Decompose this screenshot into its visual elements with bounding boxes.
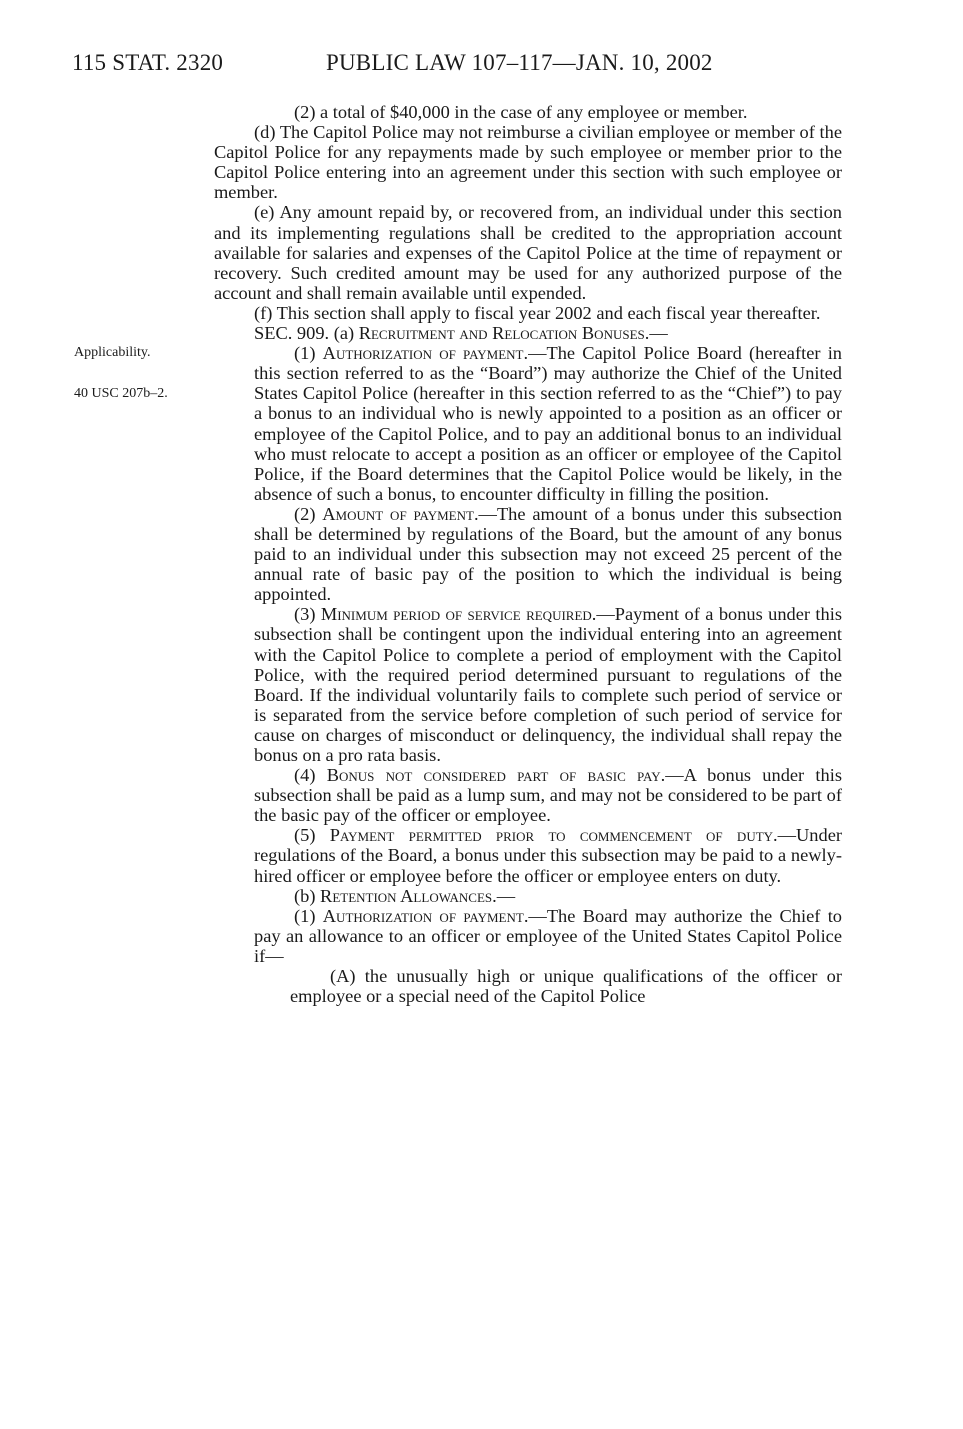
paragraph-c2: (2) a total of $40,000 in the case of any employee or member. bbox=[294, 102, 748, 122]
page-header bbox=[72, 50, 713, 76]
section-909-title: Recruitment and Relocation Bonuses.— bbox=[358, 323, 668, 344]
a4-text: —A bonus under this subsection shall be paid as a lump sum, and may not be considered to be part of the basic pay of the officer or employee. bbox=[254, 765, 842, 826]
b-heading: Retention Allowances.— bbox=[320, 885, 516, 906]
b1-number: (1) bbox=[294, 905, 323, 926]
paragraph-a5 bbox=[214, 825, 842, 885]
section-909-heading bbox=[214, 323, 842, 343]
paragraph-d: (d) The Capitol Police may not reimburse a civilian employee or member of the Capitol Police for any repayments made by such employee or member prior to the Capitol Police entering into an agreement under this section with such employee or member. bbox=[214, 122, 842, 203]
a5-text: —Under regulations of the Board, a bonus under this subsection may be paid to a newly-hired officer or employee before the officer or employee enters on duty. bbox=[254, 825, 842, 886]
paragraph-b1 bbox=[214, 906, 842, 966]
a4-heading: Bonus not considered part of basic pay. bbox=[326, 765, 666, 786]
a3-number: (3) bbox=[294, 604, 321, 625]
a2-number: (2) bbox=[294, 503, 323, 524]
a1-text: —The Capitol Police Board (hereafter in this section referred to as the “Board”) may authorize the Chief of the United States Capitol Police (hereafter in this section referred to as the “Chief”) to pay a bonus to an individual who is newly appointed to a position as an officer or employee of the Capitol Police, and to pay an additional bonus to an individual who must relocate to accept a position as an officer or employee of the Capitol Police, if the Board determines that the Capitol Police would be likely, in the absence of such a bonus, to encounter difficulty in filling the position. bbox=[254, 343, 843, 504]
a3-heading: Minimum period of service required. bbox=[320, 604, 597, 625]
a5-heading: Payment permitted prior to commencement of duty. bbox=[329, 825, 778, 846]
document-body bbox=[214, 102, 842, 1006]
a1-heading: Authorization of payment. bbox=[322, 343, 529, 364]
a2-heading: Amount of payment. bbox=[322, 503, 479, 524]
a1-number: (1) bbox=[294, 343, 323, 364]
margin-note-applicability: Applicability. bbox=[74, 345, 151, 360]
a2-text: —The amount of a bonus under this subsection shall be determined by regulations of the Board, but the amount of any bonus paid to an individual under this subsection may not exceed 25 percent of the annual rate of basic pay of the position to which the individual is being appointed. bbox=[254, 503, 842, 605]
b1-text: —The Board may authorize the Chief to pay an allowance to an officer or employee of the United States Capitol Police if— bbox=[254, 905, 842, 966]
a4-number: (4) bbox=[294, 765, 327, 786]
a5-number: (5) bbox=[294, 825, 330, 846]
b-prefix: (b) bbox=[294, 885, 321, 906]
paragraph-e: (e) Any amount repaid by, or recovered from, an individual under this section and its implementing regulations shall be credited to the appropriation account available for salaries and expenses of the Capitol Police at the time of repayment or recovery. Such credited amount may be used for any authorized purpose of the account and shall remain available until expended. bbox=[214, 202, 842, 303]
a3-text: —Payment of a bonus under this subsection shall be contingent upon the individual entering into an agreement with the Capitol Police to complete a period of employment with the Capitol Police, with the required period determined pursuant to regulations of the Board. If the individual voluntarily fails to complete such period of service or is separated from the service before completion of such period of service for cause on charges of misconduct or delinquency, the individual shall repay the bonus on a pro rata basis. bbox=[254, 604, 843, 765]
paragraph-f: (f) This section shall apply to fiscal year 2002 and each fiscal year thereafter. bbox=[254, 302, 821, 323]
section-909-prefix: SEC. 909. (a) bbox=[254, 323, 359, 344]
public-law-title: PUBLIC LAW 107–117—JAN. 10, 2002 bbox=[326, 50, 713, 75]
margin-note-usc: 40 USC 207b–2. bbox=[74, 386, 168, 401]
paragraph-a1 bbox=[214, 343, 842, 504]
stat-citation: 115 STAT. 2320 bbox=[72, 50, 224, 75]
paragraph-a4 bbox=[214, 765, 842, 825]
b1-heading: Authorization of payment. bbox=[322, 905, 529, 926]
paragraph-b-heading bbox=[214, 886, 842, 906]
paragraph-bA: (A) the unusually high or unique qualifications of the officer or employee or a special need of the Capitol Police bbox=[290, 966, 842, 1007]
paragraph-a3 bbox=[214, 604, 842, 765]
paragraph-a2 bbox=[214, 504, 842, 604]
